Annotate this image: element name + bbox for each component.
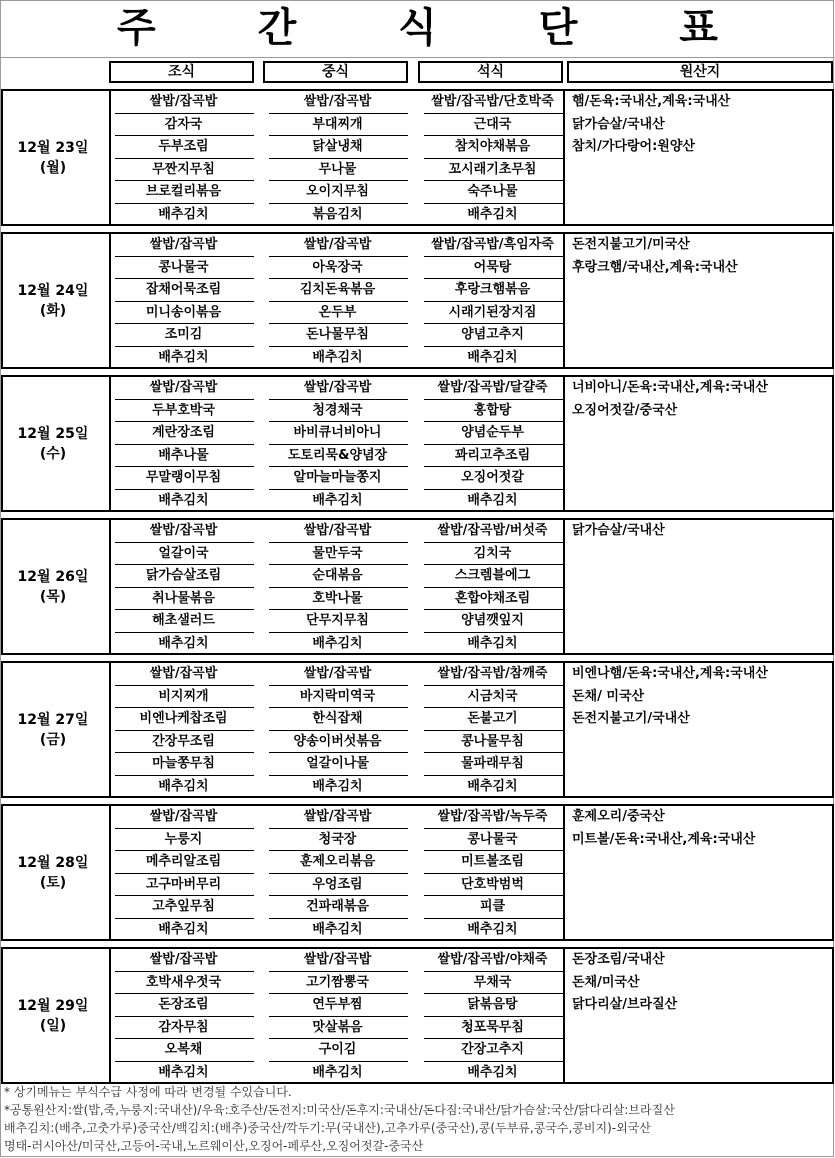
dinner-item: 쌀밥/잡곡밥/녹두죽 — [437, 809, 548, 824]
dinner-item: 미트볼조림 — [461, 854, 524, 870]
breakfast-item: 두부호박국 — [152, 402, 215, 418]
breakfast-item: 메추리알조림 — [145, 854, 222, 870]
dinner-item: 콩나물무침 — [461, 733, 524, 749]
dinner-item: 꽈리고추조림 — [454, 447, 531, 463]
origin-item: 돈전지불고기/미국산 — [572, 237, 690, 252]
lunch-item: 얼갈이나물 — [306, 756, 369, 772]
header-lunch: 중식 — [263, 61, 408, 83]
dinner-item: 김치국 — [473, 545, 512, 561]
breakfast-item: 쌀밥/잡곡밥 — [149, 237, 218, 252]
origin-item: 닭가슴살/국내산 — [572, 523, 665, 538]
breakfast-item: 두부조림 — [158, 139, 209, 155]
weekday-label: (화) — [39, 302, 67, 319]
origin-item: 닭가슴살/국내산 — [572, 116, 665, 132]
dinner-item: 쌀밥/잡곡밥/단호박죽 — [431, 94, 554, 109]
day-block — [1, 947, 834, 1084]
breakfast-item: 배추김치 — [158, 207, 209, 222]
breakfast-item: 얼갈이국 — [158, 545, 209, 561]
breakfast-item: 배추김치 — [158, 779, 209, 794]
lunch-item: 구이김 — [318, 1042, 357, 1058]
lunch-item: 배추김치 — [312, 636, 363, 651]
lunch-item: 무나물 — [318, 161, 357, 177]
dinner-item: 배추김치 — [467, 207, 518, 222]
lunch-item: 오이지무침 — [306, 184, 369, 200]
lunch-item: 쌀밥/잡곡밥 — [303, 237, 372, 252]
breakfast-item: 누룽지 — [164, 831, 203, 847]
lunch-item: 볶음김치 — [312, 207, 363, 222]
date-label: 12월 25일 — [17, 425, 89, 442]
lunch-item: 배추김치 — [312, 922, 363, 937]
lunch-item: 단무지무침 — [306, 613, 369, 629]
dinner-item: 양념순두부 — [461, 425, 524, 441]
column-divider — [109, 377, 111, 510]
breakfast-item: 무짠지무침 — [152, 161, 215, 177]
footer-origin-kimchi: 배추김치:(배추,고춧가루)중국산/백김치:(배추)중국산/깍두기:무(국내산),고추가루(중국산),콩(두부류,콩국수,콩비지)-외국산 — [4, 1121, 651, 1135]
breakfast-item: 고추잎무침 — [152, 899, 215, 915]
lunch-item: 한식잡채 — [312, 711, 363, 727]
lunch-item: 도토리묵&양념장 — [287, 447, 388, 463]
weekday-label: (토) — [39, 874, 67, 891]
weekday-label: (금) — [39, 731, 67, 748]
day-block — [1, 232, 834, 369]
lunch-item: 양송이버섯볶음 — [293, 733, 382, 749]
dinner-item: 청포묵무침 — [461, 1019, 524, 1035]
lunch-item: 맛살볶음 — [312, 1019, 363, 1035]
dinner-item: 시래기된장지짐 — [448, 304, 537, 320]
lunch-item: 쌀밥/잡곡밥 — [303, 666, 372, 681]
breakfast-item: 배추김치 — [158, 922, 209, 937]
breakfast-item: 비엔나케찹조림 — [139, 711, 228, 727]
title-divider — [0, 57, 835, 58]
origin-item: 돈채/미국산 — [572, 974, 640, 990]
origin-item: 너비아니/돈육:국내산,계육:국내산 — [572, 380, 768, 395]
breakfast-item: 배추김치 — [158, 1065, 209, 1080]
column-divider — [109, 663, 111, 796]
dinner-item: 숙주나물 — [467, 184, 518, 200]
breakfast-item: 쌀밥/잡곡밥 — [149, 666, 218, 681]
lunch-item: 쌀밥/잡곡밥 — [303, 523, 372, 538]
weekday-label: (일) — [39, 1017, 67, 1034]
lunch-item: 고기짬뽕국 — [306, 974, 369, 990]
lunch-item: 쌀밥/잡곡밥 — [303, 94, 372, 109]
column-divider — [109, 520, 111, 653]
breakfast-item: 미니송이볶음 — [145, 304, 222, 320]
lunch-item: 연두부찜 — [312, 997, 363, 1013]
dinner-item: 양념깻잎지 — [461, 613, 524, 629]
origin-item: 후랑크햄/국내산,계육:국내산 — [572, 259, 738, 275]
footer-note: * 상기메뉴는 부식수급 사정에 따라 변경될 수있습니다. — [4, 1085, 292, 1099]
dinner-item: 쌀밥/잡곡밥/야채죽 — [437, 952, 548, 967]
lunch-item: 순대볶음 — [312, 568, 363, 584]
column-divider — [109, 949, 111, 1082]
column-divider — [109, 91, 111, 224]
lunch-item: 닭살냉채 — [312, 139, 363, 155]
origin-item: 참치/가다랑어:원양산 — [572, 139, 695, 155]
page-title: 주 간 식 단 표 — [117, 5, 762, 51]
lunch-item: 물만두국 — [312, 545, 363, 561]
dinner-item: 배추김치 — [467, 350, 518, 365]
lunch-item: 돈나물무침 — [306, 327, 369, 343]
breakfast-item: 쌀밥/잡곡밥 — [149, 809, 218, 824]
breakfast-item: 콩나물국 — [158, 259, 209, 275]
day-block — [1, 804, 834, 941]
lunch-item: 온두부 — [318, 304, 357, 320]
origin-item: 돈전지불고기/국내산 — [572, 711, 690, 727]
lunch-item: 우엉조림 — [312, 876, 363, 892]
date-label: 12월 29일 — [17, 997, 89, 1014]
breakfast-item: 취나물볶음 — [152, 590, 215, 606]
header-origin: 원산지 — [567, 61, 833, 83]
date-label: 12월 23일 — [17, 139, 89, 156]
dinner-item: 근대국 — [473, 116, 512, 132]
date-label: 12월 26일 — [17, 568, 89, 585]
weekday-label: (수) — [39, 445, 67, 462]
dinner-item: 피클 — [479, 899, 506, 915]
date-cell — [5, 377, 101, 510]
date-cell — [5, 234, 101, 367]
lunch-item: 배추김치 — [312, 1065, 363, 1080]
breakfast-item: 잡채어묵조림 — [145, 282, 222, 298]
origin-item: 훈제오리/중국산 — [572, 809, 665, 824]
dinner-item: 콩나물국 — [467, 831, 518, 847]
breakfast-item: 고구마버무리 — [145, 876, 222, 892]
day-block — [1, 661, 834, 798]
breakfast-item: 배추김치 — [158, 636, 209, 651]
lunch-item: 알마늘마늘쫑지 — [293, 470, 382, 486]
dinner-item: 오징어젓갈 — [461, 470, 524, 486]
dinner-item: 간장고추지 — [461, 1042, 524, 1058]
header-breakfast: 조식 — [109, 61, 254, 83]
origin-item: 미트볼/돈육:국내산,계육:국내산 — [572, 831, 756, 847]
dinner-item: 쌀밥/잡곡밥/버섯죽 — [437, 523, 548, 538]
origin-item: 햄/돈육:국내산,계육:국내산 — [572, 94, 731, 109]
dinner-item: 단호박범벅 — [461, 876, 524, 892]
dinner-item: 쌀밥/잡곡밥/참깨죽 — [437, 666, 548, 681]
origin-item: 오징어젓갈/중국산 — [572, 402, 678, 418]
day-block — [1, 518, 834, 655]
breakfast-item: 쌀밥/잡곡밥 — [149, 380, 218, 395]
weekday-label: (월) — [39, 159, 67, 176]
breakfast-item: 호박새우젓국 — [145, 974, 222, 990]
day-block — [1, 375, 834, 512]
dinner-item: 참치야채볶음 — [454, 139, 531, 155]
column-divider — [109, 806, 111, 939]
breakfast-item: 쌀밥/잡곡밥 — [149, 523, 218, 538]
date-label: 12월 27일 — [17, 711, 89, 728]
date-cell — [5, 806, 101, 939]
dinner-item: 돈불고기 — [467, 711, 518, 727]
day-block — [1, 89, 834, 226]
breakfast-item: 돈장조림 — [158, 997, 209, 1013]
breakfast-item: 간장무조림 — [152, 733, 215, 749]
dinner-item: 닭볶음탕 — [467, 997, 518, 1013]
breakfast-item: 계란장조림 — [152, 425, 215, 441]
dinner-item: 스크렘블에그 — [454, 568, 531, 584]
dinner-item: 홍합탕 — [473, 402, 512, 418]
lunch-item: 김치돈육볶음 — [299, 282, 376, 298]
breakfast-item: 브로컬리볶음 — [145, 184, 222, 200]
column-divider — [109, 234, 111, 367]
dinner-item: 물파래무침 — [461, 756, 524, 772]
lunch-item: 바비큐너비아니 — [293, 425, 382, 441]
dinner-item: 배추김치 — [467, 636, 518, 651]
dinner-item: 무채국 — [473, 974, 512, 990]
dinner-item: 배추김치 — [467, 779, 518, 794]
date-cell — [5, 520, 101, 653]
date-label: 12월 24일 — [17, 282, 89, 299]
breakfast-item: 조미김 — [164, 327, 203, 343]
breakfast-item: 쌀밥/잡곡밥 — [149, 94, 218, 109]
breakfast-item: 감자무침 — [158, 1019, 209, 1035]
lunch-item: 건파래볶음 — [306, 899, 369, 915]
lunch-item: 쌀밥/잡곡밥 — [303, 952, 372, 967]
dinner-item: 쌀밥/잡곡밥/흑임자죽 — [431, 237, 554, 252]
dinner-item: 배추김치 — [467, 1065, 518, 1080]
breakfast-item: 무말랭이무침 — [145, 470, 222, 486]
dinner-item: 후랑크햄볶음 — [454, 282, 531, 298]
breakfast-item: 오복채 — [164, 1042, 203, 1058]
breakfast-item: 쌀밥/잡곡밥 — [149, 952, 218, 967]
lunch-item: 배추김치 — [312, 350, 363, 365]
header-dinner: 석식 — [418, 61, 563, 83]
breakfast-item: 감자국 — [164, 116, 203, 132]
breakfast-item: 배추나물 — [158, 447, 209, 463]
lunch-item: 호박나물 — [312, 590, 363, 606]
origin-item: 돈채/ 미국산 — [572, 688, 645, 704]
dinner-item: 쌀밥/잡곡밥/달걀죽 — [437, 380, 548, 395]
breakfast-item: 해초샐러드 — [152, 613, 215, 629]
date-cell — [5, 663, 101, 796]
dinner-item: 어묵탕 — [473, 259, 512, 275]
weekday-label: (목) — [39, 588, 67, 605]
lunch-item: 청국장 — [318, 831, 357, 847]
lunch-item: 아욱장국 — [312, 259, 363, 275]
dinner-item: 배추김치 — [467, 922, 518, 937]
lunch-item: 청경채국 — [312, 402, 363, 418]
breakfast-item: 배추김치 — [158, 350, 209, 365]
origin-item: 닭다리살/브라질산 — [572, 997, 678, 1013]
dinner-item: 혼합야채조림 — [454, 590, 531, 606]
breakfast-item: 닭가슴살조림 — [145, 568, 222, 584]
lunch-item: 바지락미역국 — [299, 688, 376, 704]
breakfast-item: 비지찌개 — [158, 688, 209, 704]
lunch-item: 부대찌개 — [312, 116, 363, 132]
lunch-item: 쌀밥/잡곡밥 — [303, 809, 372, 824]
origin-item: 비엔나햄/돈육:국내산,계육:국내산 — [572, 666, 768, 681]
dinner-item: 시금치국 — [467, 688, 518, 704]
date-label: 12월 28일 — [17, 854, 89, 871]
date-cell — [5, 949, 101, 1082]
lunch-item: 훈제오리볶음 — [299, 854, 376, 870]
breakfast-item: 배추김치 — [158, 493, 209, 508]
footer-origin-fish: 명태-러시아산/미국산,고등어-국내,노르웨이산,오징어-페루산,오징어젓갈-중국산 — [4, 1139, 424, 1153]
breakfast-item: 마늘쫑무침 — [152, 756, 215, 772]
dinner-item: 꼬시래기초무침 — [448, 161, 537, 177]
lunch-item: 배추김치 — [312, 493, 363, 508]
footer-origin-common: *공통원산지:쌀(밥,죽,누룽지:국내산)/우육:호주산/돈전지:미국산/돈후지:국내산/돈다짐:국내산/닭가슴살:국산/닭다리살:브라질산 — [4, 1103, 675, 1117]
lunch-item: 배추김치 — [312, 779, 363, 794]
origin-item: 돈장조림/국내산 — [572, 952, 665, 967]
dinner-item: 배추김치 — [467, 493, 518, 508]
date-cell — [5, 91, 101, 224]
dinner-item: 양념고추지 — [461, 327, 524, 343]
lunch-item: 쌀밥/잡곡밥 — [303, 380, 372, 395]
